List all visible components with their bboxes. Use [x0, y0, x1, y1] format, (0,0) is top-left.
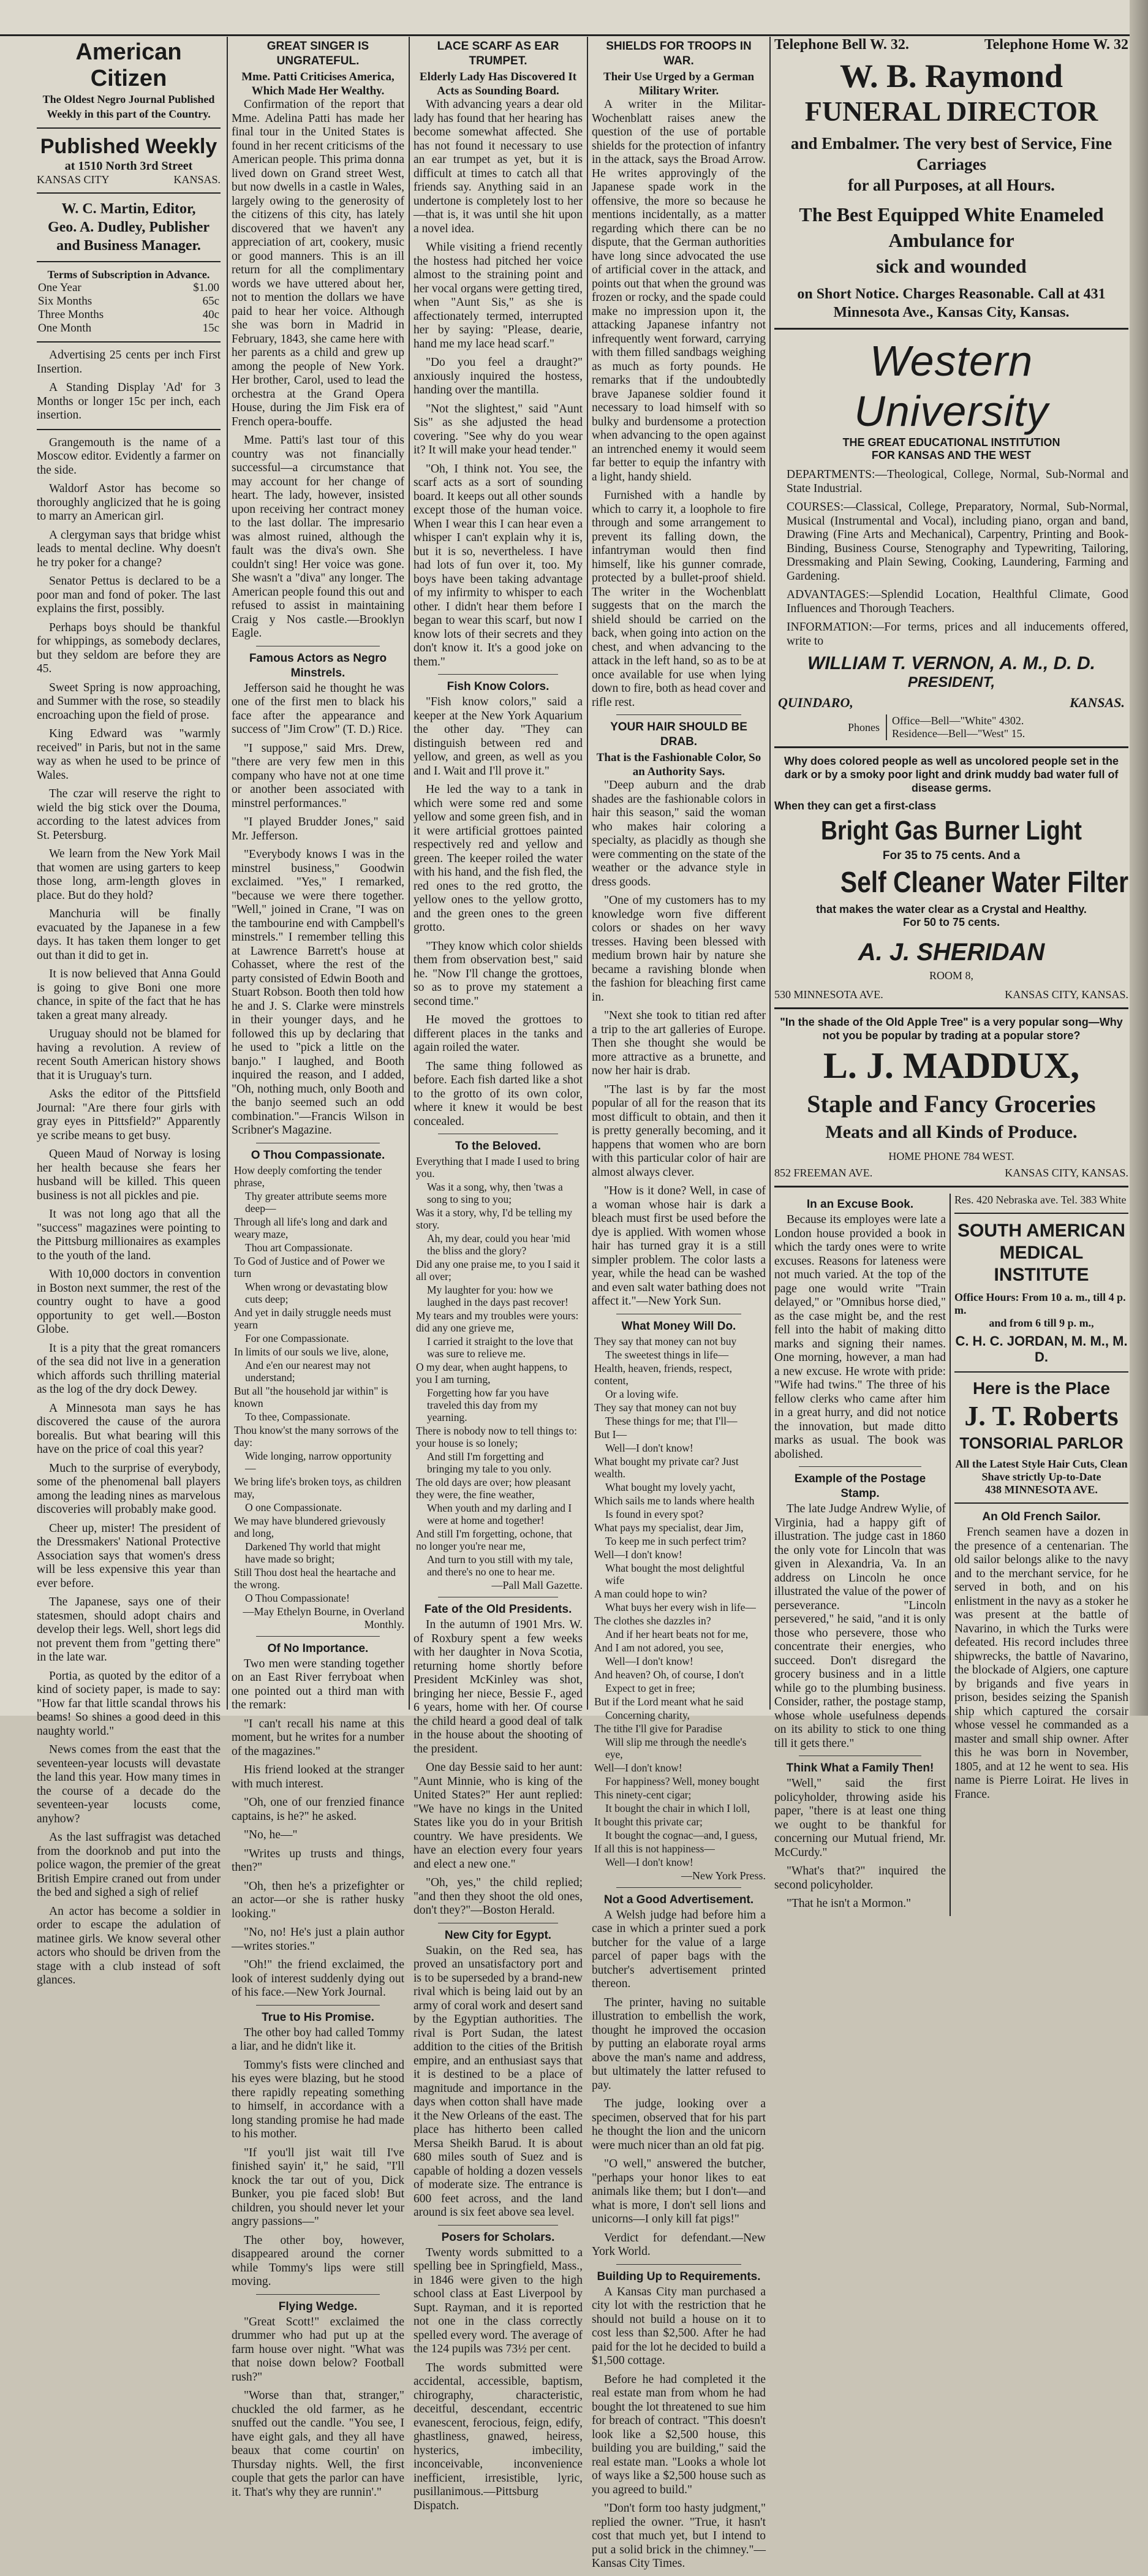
roberts-name: J. T. Roberts [964, 1400, 1119, 1431]
article-paragraph: "I suppose," said Mrs. Drew, "there are very few men in this company who have not at one time or another been associated with minstrel performances." [232, 741, 404, 810]
editor: W. C. Martin, Editor, [61, 201, 196, 217]
article-paragraph: While visiting a friend recently the hostess had pitched her voice almost to the straining point and her vocal organs were getting tired, when "Aunt Sis," as she is affectionately termed, interrupted her by saying: "Please, dearie, hand me my lace head scarf." [414, 241, 583, 350]
western-name: Western University [854, 337, 1049, 435]
poem-line: And heaven? Oh, of course, I don't [594, 1668, 744, 1681]
article-paragraph: "Do you feel a draught?" anxiously inquired the hostess, handing over the mantilla. [414, 356, 583, 396]
headline: In an Excuse Book. [806, 1198, 914, 1211]
article-paragraph: Because its employes were late a London house provided a book in which the tardy ones were to write excuses. Reasons for lateness were not much varied. At the top of the page one would write "Train delayed," or "Omnibus horse died," as the case might be, and the rest fell into the habit of making ditto marks and signing their names. One morning, however, a man had a new excuse. He wrote with pride: "Wife had twins." The three of his fellow clerks who came after him in a great hurry, and did not notice the innovation, but made ditto marks as usual. The book was abolished. [774, 1213, 946, 1461]
article-body [414, 2246, 583, 2513]
deck: That is the Fashionable Color, So an Authority Says. [596, 751, 761, 778]
poem-line: There is nobody now to tell things to: your house is so lonely; [416, 1425, 577, 1449]
city-right: KANSAS. [173, 173, 221, 186]
publisher: Geo. A. Dudley, Publisher and Business Manager. [47, 219, 210, 254]
brief-item: It is a pity that the great romancers of the sea did not live in a generation which affords such thrilling material as the log of the dry dock Dewey. [37, 1341, 221, 1396]
poem-line: A man could hope to win? [594, 1587, 708, 1600]
article-body [592, 779, 766, 1309]
headline: New City for Egypt. [444, 1928, 552, 1942]
poem-title: O Thou Compassionate. [251, 1148, 385, 1162]
standing-ad: A Standing Display 'Ad' for 3 Months or longer 15c per inch, each insertion. [37, 381, 221, 422]
poem-line: It bought this private car; [594, 1815, 703, 1828]
poem-line: O Thou Compassionate! [245, 1591, 350, 1604]
column-rule [587, 37, 588, 1710]
article-paragraph: "Writes up trusts and things, then?" [232, 1847, 404, 1874]
column-3 [414, 36, 583, 2518]
poem-line: Is found in every spot? [605, 1507, 704, 1520]
article-paragraph: "Well," said the first policyholder, throwing aside his paper, "there is at least one thing we ought to be thankful for concerning our Mutual friend, Mr. McCurdy." [774, 1777, 946, 1859]
column-2 [232, 36, 404, 2504]
poem-line: And still I'm forgetting, ochone, that no longer you're near me, [416, 1528, 573, 1552]
sheridan-name: A. J. SHERIDAN [858, 939, 1045, 966]
ads-subcol-left [774, 1194, 946, 1916]
raymond-title: FUNERAL DIRECTOR [804, 96, 1098, 127]
headline: Think What a Family Then! [786, 1762, 934, 1775]
brief-item: It was not long ago that all the "success" magazines were pointing to the Pittsburg millionaires as examples to the youth of the land. [37, 1208, 221, 1262]
advert-rates: Advertising 25 cents per inch First Insertion. [37, 349, 221, 376]
poem-line: My laughter for you: how we laughed in the days past recover! [427, 1284, 568, 1308]
article-paragraph: He moved the grottoes to different places in the tanks and again roiled the water. [414, 1013, 583, 1054]
brief-item: As the last suffragist was detached from the doorknob and put into the police wagon, the premier of the great British Empire craned out from under the bed and sighed a sigh of relief [37, 1831, 221, 1899]
poem-line: Through all life's long and dark and weary maze, [234, 1215, 388, 1240]
column-5-ads [774, 36, 1128, 1916]
poem-line: These things for me; that I'll— [605, 1414, 738, 1427]
poem-line: This ninety-cent cigar; [594, 1788, 692, 1801]
poem-line: But all "the household jar within" is known [234, 1384, 388, 1409]
headline: GREAT SINGER IS UNGRATEFUL. [266, 40, 369, 67]
poem-body [592, 1335, 766, 1868]
article-body [774, 1213, 946, 1461]
sheridan-ad: Why does colored people as well as uncolored people set in the dark or by a smoky poor light and drink muddy bad water full of disease germs. When they can get a first-class Bright Gas Burner Light For 35 to 75 cents. And a Self Cleaner Water Filter that makes the water clear as a Crystal and Healthy. For 50 to 75 cents. A. J. SHERIDAN ROOM 8, 530 MINNESOTA AVE. KANSAS CITY, KANSAS. [774, 755, 1128, 1001]
poem-line: O one Compassionate. [245, 1501, 342, 1513]
poem-line: What bought the most delightful wife [605, 1561, 745, 1586]
brief-item: Much to the surprise of everybody, some of the phenomenal ball players among the leading nines as marvelous discoveries will probably make good. [37, 1461, 221, 1516]
article-paragraph: "One of my customers has to my knowledge worn five different colors or shades on her wavy tresses. Having been blessed with medium brown hair by nature she became a ravishing blonde when the fashion for bleaching first came in. [592, 894, 766, 1004]
terms-table: One Year $1.00 Six Months 65c Three Months 40c One Month 15c [38, 281, 219, 335]
poem-line: They say that money can not buy [594, 1335, 737, 1347]
article-paragraph: "They know which color shields them from observation best," said he. "Now I'll change the grottoes, so as to prove my statement a second time." [414, 939, 583, 1008]
brief-item: Waldorf Astor has become so thoroughly anglicized that he is going to marry an American girl. [37, 482, 221, 523]
poem-line: What pays my specialist, dear Jim, [594, 1521, 744, 1534]
article-paragraph: One day Bessie said to her aunt: "Aunt Minnie, who is king of the United States?" Her aunt replied: "We have no kings in the United States like you do in your British country. We have presidents. We have an election every four years and elect a new one." [414, 1761, 583, 1871]
poem-line: Which sails me to lands where health [594, 1494, 755, 1507]
column-rule [409, 37, 410, 1710]
column-4 [592, 36, 766, 2576]
article-paragraph: Verdict for defendant.—New York World. [592, 2231, 766, 2258]
article-paragraph: Tommy's fists were clinched and his eyes were blazing, but he stood there rapidly repeating something to himself, in accordance with a long standing promise he had made to his mother. [232, 2058, 404, 2140]
headline: LACE SCARF AS EAR TRUMPET. [437, 40, 559, 67]
poem-line: And I am not adored, you see, [594, 1641, 723, 1654]
headline: An Old French Sailor. [982, 1510, 1101, 1523]
poem-line: If all this is not happiness— [594, 1842, 715, 1855]
article-paragraph: "That he isn't a Mormon." [787, 1897, 912, 1910]
article-paragraph: A writer in the Militar-Wochenblatt raises anew the question of the use of portable shields for the protection of infantry in the attack, says the Broad Arrow. He writes approvingly of the Japanese spade work in the offensive, the more so because he mentions incidentally, as a matter regarding which there can be no dispute, that the German authorities have long since advocated the use of artificial cover in the attack, and points out that when the ground was frozen or rocky, and the spade could make no impression upon it, the attacking Japanese infantry not infrequently went forward, carrying with them filled sandbags weighing as much as forty pounds. He remarks that if the undoubtedly brave Japanese soldier found it necessary to load himself with so bulky and burdensome a protection when advancing to the open against an intrenched enemy it would seem far better to equip the infantry with a light, handy shield. [592, 98, 766, 483]
poem-line: Health, heaven, friends, respect, content, [594, 1362, 732, 1387]
headline: SHIELDS FOR TROOPS IN WAR. [606, 40, 752, 67]
headline: Fish Know Colors. [447, 680, 549, 693]
brief-item: With 10,000 doctors in convention in Boston next summer, the rest of the country ought to have a good opportunity to get well.—Boston Globe. [37, 1268, 221, 1336]
terms-title: Terms of Subscription in Advance. [47, 268, 210, 281]
article-paragraph: Jefferson said he thought he was one of the first men to black his face after the appearance and success of "Jim Crow" (T. D.) Rice. [232, 681, 404, 736]
poem-credit: —May Ethelyn Bourne, in Overland Monthly. [243, 1605, 404, 1631]
article-body [592, 98, 766, 710]
address: at 1510 North 3rd Street [64, 159, 193, 173]
article-paragraph: The printer, having no suitable illustration to embellish the work, thought he improved the occasion by putting an elaborate royal arms above the man's name and address, but ultimately the latter refused to pay. [592, 1996, 766, 2092]
poem-line: When youth and my darling and I were at home and together! [427, 1502, 572, 1526]
poem-line: Was it a story, why, I'd be telling my story. [416, 1207, 573, 1231]
poem-line: We may have blundered grievously and long, [234, 1514, 386, 1539]
article-paragraph: "Not the slightest," said "Aunt Sis" as she adjusted the head covering. "See why do you wear it? It will make your head tender." [414, 402, 583, 456]
article-paragraph: Before he had completed it the real estate man from whom he had bought the lot threatened to sue him for breach of contract. "This doesn't look like a $2,500 house, this building you are building," said the real estate man. "Looks a whole lot of ways like a $2,500 house such as you agreed to build." [592, 2373, 766, 2496]
article-paragraph: The words submitted were accidental, accessible, baptism, chirography, characteristic, deceitful, descendant, eccentric evanescent, ferocious, feign, edify, ghastliness, gnawed, heiress, hysterics, imbecility, inconceivable, inconvenience inefficient, irresistible, lyric, pusillanimous.—Pittsburg Dispatch. [414, 2361, 583, 2512]
poem-line: Did any one praise me, to you I said it all over; [416, 1258, 580, 1282]
article-body [414, 1618, 583, 1918]
article-paragraph: "Oh, one of our frenzied finance captains, is he?" he asked. [232, 1796, 404, 1823]
article-paragraph: A Kansas City man purchased a city lot with the restriction that he should not build a house on it to cost less than $2,500. After he had paid for the lot he decided to build a $1,500 cottage. [592, 2285, 766, 2367]
maddux-name: L. J. MADDUX, [823, 1045, 1080, 1086]
column-1 [37, 36, 221, 1993]
poem-line: And turn to you still with my tale, and there's no one to hear me. [427, 1553, 573, 1578]
poem-line: The sweetest things in life— [605, 1348, 729, 1361]
published-weekly: Published Weekly [40, 135, 217, 158]
headline: YOUR HAIR SHOULD BE DRAB. [610, 721, 747, 748]
article-paragraph: Two men were standing together on an East River ferryboat when one pointed out a third man with the remark: [232, 1657, 404, 1711]
poem-line: But I— [594, 1428, 627, 1441]
brief-item: Cheer up, mister! The president of the Dressmakers' National Protective Association says that women's dress will be less expensive this year than ever before. [37, 1521, 221, 1590]
poem-line: The tithe I'll give for Paradise [594, 1722, 722, 1735]
article-paragraph: His friend looked at the stranger with much interest. [232, 1763, 404, 1790]
maddux-ad: "In the shade of the Old Apple Tree" is a very popular song—Why not you be popular by trading at a popular store? L. J. MADDUX, Staple and Fancy Groceries Meats and all Kinds of Produce. HOME PHONE 784 WEST. 852 FREEMAN AVE. KANSAS CITY, KANSAS. [774, 1016, 1128, 1179]
article-body [414, 1944, 583, 2220]
poem-line: Everything that I made I used to bring you. [416, 1155, 580, 1180]
brief-item: Uruguay should not be blamed for having a revolution. A review of recent South American history shows that it is Uruguay's turn. [37, 1028, 221, 1082]
poem-line: How deeply comforting the tender phrase, [234, 1164, 382, 1189]
article-body [414, 695, 583, 1129]
article-paragraph: The other boy, however, disappeared around the corner while Tommy's lips were still moving. [232, 2233, 404, 2288]
poem-line: We bring life's broken toys, as children may, [234, 1475, 402, 1500]
brief-item: The Japanese, says one of their statesmen, should adopt chairs and develop their legs. Well, short legs did not prevent them from "getting there" in the late war. [37, 1596, 221, 1664]
article-paragraph: Twenty words submitted to a spelling bee in Springfield, Mass., in 1846 were given to the high school class at East Liverpool by Supt. Rayman, and it is reported not one in the class correctly spelled every word. The average of the 124 pupils was 73½ per cent. [414, 2246, 583, 2355]
poem-line: My tears and my troubles were yours: did any one grieve me, [416, 1309, 579, 1334]
article-paragraph: A Welsh judge had before him a case in which a printer sued a pork butcher for the value of a large parcel of paper bags with the butcher's advertisement printed thereon. [592, 1908, 766, 1990]
deck: Mme. Patti Criticises America, Which Made Her Wealthy. [241, 70, 395, 97]
poem-line: To God of Justice and of Power we turn [234, 1254, 385, 1279]
poem-line: Will slip me through the needle's eye, [605, 1735, 747, 1760]
article-paragraph: "Fish know colors," said a keeper at the New York Aquarium the other day. "They can distinguish between red and yellow, and green, as well as you and I. Wait and I'll prove it." [414, 695, 583, 778]
poem-line: Concerning charity, [605, 1708, 690, 1721]
brief-item: We learn from the New York Mail that women are using garters to keep those long, arm-length gloves in place. But do they hold? [37, 847, 221, 902]
brief-item: A clergyman says that bridge whist leads to mental decline. Why doesn't he try poker for a change? [37, 528, 221, 569]
poem-line: In limits of our souls we live, alone, [234, 1345, 389, 1358]
poem-line: Still Thou dost heal the heartache and the wrong. [234, 1566, 396, 1591]
article-paragraph: "Great Scott!" exclaimed the drummer who had put up at the farm house over night. "What was that noise down below? Football rush?" [232, 2315, 404, 2384]
headline: Not a Good Advertisement. [603, 1893, 754, 1906]
article-body [232, 2026, 404, 2289]
article-paragraph: In the autumn of 1901 Mrs. W. of Roxbury spent a few weeks with her daughter in Nova Scotia, returning home shortly before President McKinley was shot, bringing her niece, Bessie F., aged 6 years, home with her. Of course the child heard a good deal of talk in the house about the shooting of the president. [414, 1618, 583, 1756]
poem-line: Thou know'st the many sorrows of the day: [234, 1423, 399, 1449]
poem-body [414, 1155, 583, 1578]
brief-item: Senator Pettus is declared to be a poor man and fond of poker. The last explains the first, possibly. [37, 575, 221, 615]
brief-item: It is now believed that Anna Gould is going to give Boni one more chance, in spite of the fact that he has taken a great many already. [37, 968, 221, 1022]
poem-line: When wrong or devastating blow cuts deep; [245, 1280, 388, 1305]
article-paragraph: "No, he—" [244, 1828, 298, 1841]
headline: Building Up to Requirements. [597, 2270, 761, 2283]
poem-line: And e'en our nearest may not understand; [245, 1358, 371, 1384]
ads-subcol-right: Res. 420 Nebraska ave. Tel. 383 White SOUTH AMERICAN MEDICAL INSTITUTE Office Hours: From 10 a. m., till 4 p. m. and from 6 till 9 p. m., C. H. C. JORDAN, M. M., M. D. Here is the Place J. T. Roberts TONSORIAL PARLOR All the Latest Style Hair Cuts, Clean Shave strictly Up-to-Date 438 MINNESOTA AVE. An Old French Sailor. French seamen have a dozen in the presence of a centenarian. The old sailor belongs alike to the navy and to the merchant service, for he served in both, and on his enlistment in the navy as a stoker he was present at the battle of Navarino, in which the Turks were defeated. His record includes three shipwrecks, the battle of Navarino, the blockade of Algiers, one capture by brigands and five years in prison, besides seizing the Spanish ship which captured the corsair whose vessel he commanded as a master and small ship owner. After this he was born in November, 1805, and at 12 he went to sea. His name is Pierre Loirat. He lives in France. [954, 1194, 1128, 1801]
article-body [232, 682, 404, 1138]
article-paragraph: "I can't recall his name at this moment, but he writes for a number of the magazines." [232, 1717, 404, 1758]
article-paragraph: "If you'll jist wait till I've finished sayin' it," he said, "I'll knock the tar out of you, Dick Bunker, you pie faced slob! But children, you should never let your angry passions—" [232, 2146, 404, 2228]
western-university-ad: Western University THE GREAT EDUCATIONAL INSTITUTION FOR KANSAS AND THE WEST DEPARTMENTS:—Theological, College, Normal, Sub-Normal and State Industrial. COURSES:—Classical, College, Preparatory, Normal, Sub-Normal, Musical (Instrumental and Vocal), including piano, organ and band, Drawing (Fine Arts and Mechanical), Carpentry, Printing and Book-Binding, Business Course, Stenography and Typewriting, Tailoring, Dressmaking and Plain Sewing, Cooking, Laundering, Farming and Gardening. ADVANTAGES:—Splendid Location, Healthful Climate, Good Influences and Thorough Teachers. INFORMATION:—For terms, prices and all inducements offered, write to WILLIAM T. VERNON, A. M., D. D. PRESIDENT, QUINDARO, KANSAS. Phones Office—Bell—"White" 4302. Residence—Bell—"West" 15. [774, 336, 1128, 740]
poem-line: Well—I don't know! [605, 1441, 693, 1454]
headline: Posers for Scholars. [441, 2230, 555, 2244]
tagline: The Oldest Negro Journal Published Weekly in this part of the Country. [42, 93, 215, 120]
article-paragraph: "O well," answered the butcher, "perhaps your honor likes to eat animals like them; but I don't—and what is more, I don't sell lions and unicorns—I only kill fat pigs!" [592, 2157, 766, 2226]
article-paragraph: "Oh, yes," the child replied; "and then they shoot the old ones, don't they?"—Boston Herald. [414, 1876, 583, 1917]
city-left: KANSAS CITY [37, 173, 110, 186]
poem-line: And yet in daily struggle needs must yearn [234, 1306, 391, 1331]
poem-line: It bought the cognac—and, I guess, [605, 1828, 758, 1841]
article-paragraph: "Oh, I think not. You see, the scarf acts as a sort of sounding board. It keeps out all other sounds except those of the human voice. When I wear this I can hear even a whisper I can't explain why it is, but it is so, nevertheless. I have had lots of fun over it, too. My boys have been taking advantage of my infirmity to whisper to each other. I didn't hear them before I began to wear this scarf, but now I know lots of their secrets and they don't know it. It's a good joke on them." [414, 462, 583, 669]
poem-line: Ah, my dear, could you hear 'mid the bliss and the glory? [427, 1232, 570, 1257]
poem-line: Thou art Compassionate. [245, 1241, 353, 1254]
poem-line: They say that money can not buy [594, 1401, 737, 1414]
article-body [592, 1909, 766, 2259]
article-paragraph: "Next she took to titian red after a trip to the art galleries of Europe. Then she thought she would be more attractive as a brunette, and now her hair is drab. [592, 1009, 766, 1077]
article-paragraph: "What's that?" inquired the second policyholder. [774, 1865, 946, 1892]
brief-item: An actor has become a soldier in order to escape the adulation of matinee girls. We know several other actors who should be driven from the stage with a club instead of soft glances. [37, 1904, 221, 1987]
poem-body [232, 1164, 404, 1604]
poem-line: The old days are over; how pleasant they were, the fine weather, [416, 1476, 571, 1501]
poem-line: What bought my private car? Just wealth. [594, 1455, 739, 1480]
article-paragraph: "Oh!" the friend exclaimed, the look of interest suddenly dying out of his face.—New York Journal. [232, 1958, 404, 1999]
poem-title: What Money Will Do. [621, 1319, 736, 1333]
gas-burner-light: Bright Gas Burner Light [821, 816, 1082, 846]
brief-item: Perhaps boys should be thankful for whippings, as somebody declares, but they seldom are before they are 45. [37, 621, 221, 675]
masthead: American Citizen [75, 39, 182, 91]
poem-line: What bought my lovely yacht, [605, 1480, 736, 1493]
article-body [414, 98, 583, 669]
article-paragraph: "How is it done? Well, in case of a woman whose hair is dark a bleach must first be used before the dye is applied. With women whose hair has turned gray it is a still simpler problem. The color lasts a year, while the head can be washed and even salt water bathing does not affect it."—New York Sun. [592, 1184, 766, 1308]
article-paragraph: "Deep auburn and the drab shades are the fashionable colors in hair this season," said the woman who makes hair coloring a specialty, as placidly as though she were commenting on the state of the weather or the advance style in dress goods. [592, 779, 766, 888]
poem-line: O my dear, when aught happens, to you I am turning, [416, 1361, 568, 1385]
article-paragraph: With advancing years a dear old lady has found that her hearing has become somewhat affected. She has not found it necessary to use an ear trumpet as yet, but it is difficult at times to catch all that friends say. Anything said in an undertone is completely lost to her—that is, it was until she hit upon a novel idea. [414, 98, 583, 235]
poem-line: To keep me in such perfect trim? [605, 1534, 747, 1547]
poem-line: What buys her every wish in life— [605, 1601, 756, 1613]
poem-line: Or a loving wife. [605, 1387, 679, 1400]
poem-line: For happiness? Well, money bought [605, 1775, 760, 1787]
headline: Example of the Postage Stamp. [794, 1472, 926, 1500]
article-paragraph: "Oh, then he's a prizefighter or an actor—or she is rather husky looking." [232, 1879, 404, 1920]
brief-item: King Edward was "warmly received" in Paris, but not in the same way as when he used to be prince of Wales. [37, 727, 221, 782]
poem-line: It bought the chair in which I loll, [605, 1801, 750, 1814]
poem-line: Well—I don't know! [594, 1761, 682, 1774]
brief-items [37, 436, 221, 1988]
headline: True to His Promise. [262, 2010, 374, 2024]
water-filter: Self Cleaner Water Filter [840, 866, 1128, 899]
article-paragraph: The late Judge Andrew Wylie, of Virginia, had a happy gift of illustration. The judge cast in 1860 the only vote for Lincoln that was given in Alexandria, Va. In an address on Lincoln he once illustrated the value of the power of perseverance. "Lincoln persevered," he said, "and it is only those who persevere, those who concentrate their energies, who succeed. Don't disregard the grocery business and in a little while go to the plumbing business. Consider, rather, the postage stamp, whose whole usefulness depends on its ability to stick to one thing till it gets there." [774, 1502, 946, 1750]
poem-credit: —Pall Mall Gazette. [491, 1579, 583, 1591]
poem-line: Well—I don't know! [605, 1654, 693, 1667]
poem-line: Wide longing, narrow opportunity— [245, 1449, 392, 1474]
brief-item: Portia, as quoted by the editor of a kind of society paper, is made to say: "How far that little scandal throws his beams! So shines a good deed in this naughty world." [37, 1669, 221, 1738]
article-body [774, 1502, 946, 1751]
poem-line: To thee, Compassionate. [245, 1410, 350, 1423]
poem-title: To the Beloved. [455, 1140, 542, 1153]
article-body [232, 1657, 404, 2000]
brief-item: A Minnesota man says he has discovered the cause of the aurora borealis. But what bearing will this have on the price of coal this year? [37, 1401, 221, 1456]
column-rule [227, 37, 228, 1710]
brief-item: Sweet Spring is now approaching, and Summer with the rose, so steadily encroaching upon the field of prose. [37, 681, 221, 722]
poem-line: Well—I don't know! [594, 1548, 682, 1561]
article-paragraph: French seamen have a dozen in the presence of a centenarian. The old sailor belongs alike to the navy and to the merchant service, for he served in both, and on his enlistment in the navy as a stoker he was present at the battle of Navarino, in which the Turks were defeated. His record includes three shipwrecks, the battle of Navarino, the blockade of Algiers, one capture by brigands and five years in prison, besides seizing the Spanish ship which captured the corsair whose vessel he commanded as a master and small ship owner. After this he was born in November, 1805, and at 12 he went to sea. His name is Pierre Loirat. He lives in France. [954, 1526, 1128, 1801]
article-paragraph: "Don't form too hasty judgment," replied the owner. "True, it hasn't cost that much yet, but I intend to put a solid brick in the chimney."—Kansas City Times. [592, 2502, 766, 2570]
article-body [774, 1777, 946, 1911]
poem-line: But if the Lord meant what he said [594, 1695, 744, 1708]
article-paragraph: The same thing followed as before. Each fish darted like a shot to the grotto of its own color, where it knew it would be best concealed. [414, 1059, 583, 1128]
poem-line: And still I'm forgetting and bringing my tale to you only. [427, 1450, 552, 1475]
article-paragraph: "I played Brudder Jones," said Mr. Jefferson. [232, 816, 404, 843]
article-body [592, 2286, 766, 2571]
brief-item: Asks the editor of the Pittsfield Journal: "Are there four girls with gray eyes in Pittsfield?" Apparently ye scribe means to get busy. [37, 1088, 221, 1142]
president-name: WILLIAM T. VERNON, A. M., D. D. [807, 653, 1095, 673]
raymond-ad: W. B. Raymond FUNERAL DIRECTOR and Embalmer. The very best of Service, Fine Carriages for all Purposes, at all Hours. The Best Equipped White Enameled Ambulance for sick and wounded on Short Notice. Charges Reasonable. Call at 431 Minnesota Ave., Kansas City, Kansas. [774, 57, 1128, 322]
article-paragraph: "Everybody knows I was in the minstrel business," Goodwin exclaimed. "Yes," I remarked, "because we were there together. "Well," joined in Crane, "I was on the tambourine end with Campbell's minstrels." I remember telling this at Lawrence Barrett's house at Cohasset, where the rest of the party consisted of Edwin Booth and Stuart Robson. Booth then told how he and J. S. Clarke were minstrels in their younger days, and he followed this up by declaring that he used to "pick a little on the banjo." I laughed, and Booth inquired the reason, and I added, "Oh, nothing much, only Booth and the banjo seemed such an odd combination."—Francis Wilson in Scribner's Magazine. [232, 848, 404, 1137]
poem-credit: —New York Press. [681, 1869, 766, 1882]
medical-institute: SOUTH AMERICAN MEDICAL INSTITUTE [957, 1221, 1125, 1285]
article-paragraph: He led the way to a tank in which were some red and some yellow and some green fish, and in it were artificial grottoes painted respectively red and yellow and green. The keeper roiled the water with his hand, and the fish fled, the red ones to the red grotto, the yellow ones to the yellow grotto, and the green ones to the green grotto. [414, 783, 583, 934]
brief-item: News comes from the east that the seventeen-year locusts will devastate the land this year. How many times in the course of a decade do the seventeen-year locusts come, anyhow? [37, 1743, 221, 1825]
poem-line: Forgetting how far you have traveled this day from my yearning. [427, 1387, 549, 1423]
headline: Fate of the Old Presidents. [424, 1603, 572, 1616]
raymond-name: W. B. Raymond [839, 58, 1063, 94]
article-paragraph: "Worse than that, stranger," chuckled the old farmer, as he snuffed out the candle. "You see, I have eight gals, and they all have beaux that come courtin' on Thursday nights. Well, the first couple that gets the parlor can have it. That's why they are runnin'." [232, 2389, 404, 2499]
article-paragraph: Confirmation of the report that Mme. Adelina Patti has made her final tour in the United States is found in her recent criticisms of the American people. This prima donna lived down on Grand street West, but now dwells in a castle in Wales, largely owing to the generosity of the citizens of this city, has lately discovered that we haven't any appreciation of art, cookery, music or good manners. This is an ill return for all the complimentary words we have uttered about her, not to mention the dollars we have paid to hear her voice. Although she was born in Madrid in February, 1843, she came here with her parents as a child and grew up among the people of New York. Her brother, Carol, used to lead the orchestra at the Grand Opera House, during the Jim Fisk era of French opera-bouffe. [232, 98, 404, 428]
poem-line: Darkened Thy world that might have made so bright; [245, 1540, 381, 1565]
poem-line: The clothes she dazzles in? [594, 1614, 711, 1627]
phone-bell: Telephone Bell W. 32. [774, 37, 909, 53]
deck: Elderly Lady Has Discovered It Acts as Sounding Board. [419, 70, 577, 97]
poem-line: Was it a song, why, then 'twas a song to sing to you; [427, 1181, 563, 1205]
brief-item: Manchuria will be finally evacuated by the Japanese in a few days. It has taken them longer to get out than it did to get in. [37, 907, 221, 962]
brief-item: Grangemouth is the name of a Moscow editor. Evidently a farmer on the side. [37, 436, 221, 477]
article-paragraph: The judge, looking over a specimen, observed that for his part he thought the lion and the unicorn were much nicer than an old fat pig. [592, 2097, 766, 2152]
headline: Flying Wedge. [278, 2300, 358, 2313]
article-paragraph: The other boy had called Tommy a liar, and he didn't like it. [232, 2026, 404, 2053]
article-body [232, 2316, 404, 2500]
article-body [954, 1526, 1128, 1801]
poem-line: Thy greater attribute seems more deep— [245, 1189, 387, 1214]
headline: Of No Importance. [267, 1642, 369, 1655]
poem-line: I carried it straight to the love that was sure to relieve me. [427, 1335, 573, 1360]
article-paragraph: Suakin, on the Red sea, has proved an unsatisfactory port and is to be superseded by a brand-new rival which is being laid out by an army of coral work and desert sand by the Egyptian authorities. The rival is Port Sudan, the latest addition to the cities of the British empire, and an enthusiast says that it is destined to be a place of magnitude and importance in the days when cotton shall have made it the New Orleans of the east. The place has hitherto been called Mersa Sheikh Barud. It is about 680 miles south of Suez and is capable of holding a dozen vessels of moderate size. The entrance is 600 feet across, and the land around is six feet above sea level. [414, 1944, 583, 2219]
deck: Their Use Urged by a German Military Writer. [603, 70, 755, 97]
brief-item: The czar will reserve the right to wield the big stick over the Douma, according to the latest advices from St. Petersburg. [37, 787, 221, 842]
article-body [232, 98, 404, 641]
poem-line: And if her heart beats not for me, [605, 1627, 749, 1640]
poem-line: Expect to get in free; [605, 1681, 695, 1694]
article-paragraph: "No, no! He's just a plain author—writes stories." [232, 1926, 404, 1953]
column-rule [769, 37, 771, 1710]
article-paragraph: Mme. Patti's last tour of this country was not financially successful—a circumstance that may account for her change of heart. The lady, however, insisted upon receiving her contract money to the last dollar. The impresario was almost ruined, although the fault was the diva's own. She couldn't sing! Her voice was gone. She wasn't a "diva" any longer. The American people found this out and refused to assist in maintaining Craig y Nos castle.—Brooklyn Eagle. [232, 434, 404, 640]
poem-line: For one Compassionate. [245, 1332, 349, 1344]
article-paragraph: Furnished with a handle by which to carry it, a loophole to fire through and some arrangement to prevent its falling down, the infantryman would then find himself, like his gunner comrade, protected by a bullet-proof shield. The writer in the Wochenblatt suggests that on the march the shield should be carried on the back, when going into action on the chest, and when advancing to the attack in the left hand, so as to be at once available for use when lying down to fire, both as head cover and rifle rest. [592, 489, 766, 709]
article-paragraph: "The last is by far the most popular of all for the reason that its most difficult to obtain, and then it is pretty generally becoming, and it happens that women who are born with this particular color of hair are almost always clever. [592, 1083, 766, 1179]
phone-home: Telephone Home W. 32 [984, 37, 1128, 53]
poem-line: Well—I don't know! [605, 1855, 693, 1868]
brief-item: Queen Maud of Norway is losing her health because she fears her husband will be killed. This queen business is not all pickles and pie. [37, 1148, 221, 1202]
headline: Famous Actors as Negro Minstrels. [249, 651, 387, 680]
